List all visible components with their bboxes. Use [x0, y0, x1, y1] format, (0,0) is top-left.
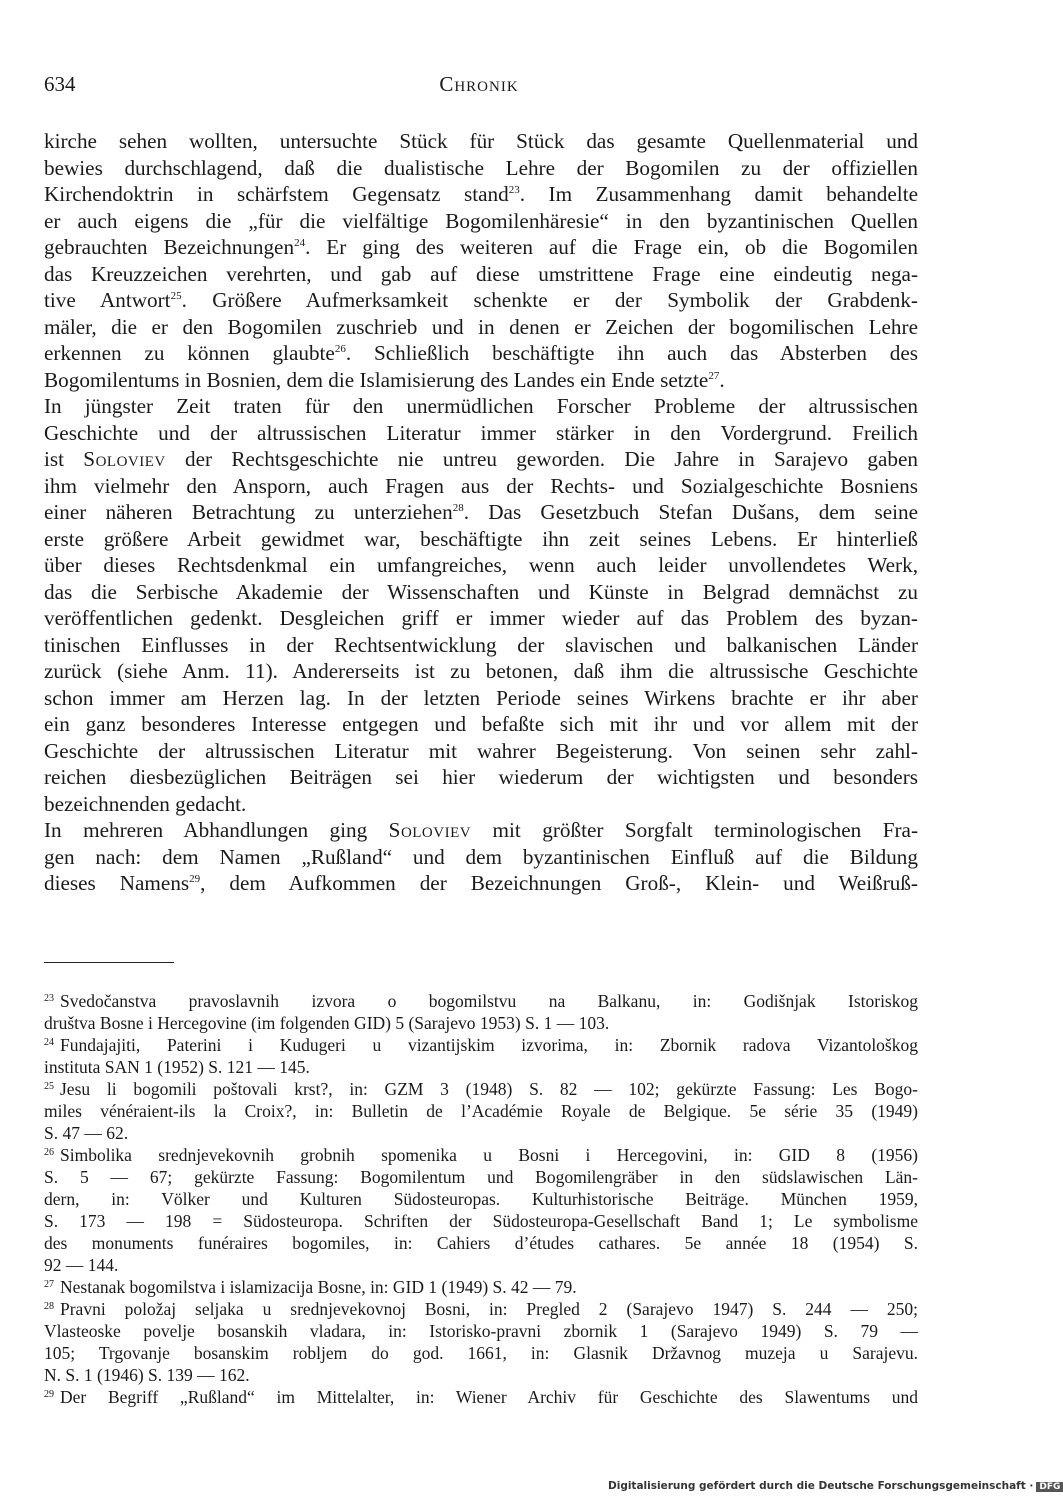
text-span: ein ganz besonderes Interesse entgegen und befaßte sich mit ihr und vor allem mit der	[44, 712, 918, 736]
text-line	[44, 658, 918, 685]
footnote-ref: 25	[170, 290, 182, 302]
footnote-number: 25	[44, 1081, 54, 1092]
text-line	[44, 738, 918, 765]
footnote-text: dern, in: Völker und Kulturen Südosteuropas. Kulturhistorische Beiträge. München 1959,	[44, 1189, 918, 1209]
footnote-number: 28	[44, 1301, 54, 1312]
text-line	[44, 155, 918, 182]
text-line	[44, 473, 918, 500]
text-line	[44, 393, 918, 420]
text-span: erste größere Arbeit gewidmet war, beschäftigte ihn zeit seines Lebens. Er hinterließ	[44, 526, 918, 551]
footnote-text: Jesu li bogomili poštovali krst?, in: GZM 3 (1948) S. 82 — 102; gekürzte Fassung: Les Bogo-	[60, 1079, 918, 1099]
text-span: einer näheren Betrachtung zu unterziehen	[44, 500, 453, 524]
footnote-text: S. 173 — 198 = Südosteuropa. Schriften der Südosteuropa-Gesellschaft Band 1; Le symbolisme	[44, 1211, 918, 1231]
text-line	[44, 340, 918, 367]
footnote-text: društva Bosne i Hercegovine (im folgenden GID) 5 (Sarajevo 1953) S. 1 — 103.	[44, 1013, 610, 1033]
footnote-text: Vlasteoske povelje bosanskih vladara, in: Istorisko-pravni zbornik 1 (Sarajevo 1949) S. 79 —	[44, 1321, 918, 1341]
text-span: bezeichnenden gedacht.	[44, 791, 247, 816]
footnote-line	[44, 1100, 918, 1122]
footnote-text: des monuments funéraires bogomiles, in: Cahiers d’études cathares. 5e année 18 (1954) S.	[44, 1233, 918, 1253]
text-line	[44, 526, 918, 553]
footnote-ref: 23	[508, 184, 520, 196]
text-line	[44, 579, 918, 606]
text-span: das Kreuzzeichen verehrten, und gab auf diese umstrittene Frage eine eindeutig nega-	[44, 261, 918, 286]
text-span: der Rechtsgeschichte nie untreu geworden. Die Jahre in Sarajevo gaben	[165, 447, 918, 471]
text-line	[44, 552, 918, 579]
footnote-line	[44, 1188, 918, 1210]
footnote-line	[44, 1232, 918, 1254]
footnote-line	[44, 1166, 918, 1188]
text-span: gen nach: dem Namen „Rußland“ und dem byzantinischen Einfluß auf die Bildung	[44, 844, 918, 869]
text-span: tive Antwort	[44, 288, 171, 312]
text-span: zurück (siehe Anm. 11). Andererseits ist zu betonen, daß ihm die altrussische Geschichte	[44, 659, 918, 683]
text-line	[44, 711, 918, 738]
footnote-number: 26	[44, 1147, 54, 1158]
footnote-text: 92 — 144.	[44, 1255, 119, 1275]
footnote-ref: 29	[189, 873, 201, 885]
dfg-logo: DFG	[1036, 1482, 1063, 1492]
footnote-text: Der Begriff „Rußland“ im Mittelalter, in: Wiener Archiv für Geschichte des Slawentums und	[60, 1387, 918, 1407]
footnote-text: Pravni položaj seljaka u srednjevekovnoj Bosni, in: Pregled 2 (Sarajevo 1947) S. 244 — 250;	[60, 1299, 918, 1319]
text-span: In mehreren Abhandlungen ging	[44, 818, 389, 842]
text-span: . Im Zusammenhang damit behandelte	[519, 182, 918, 206]
text-span: tinischen Einflusses in der Rechtsentwicklung der slavischen und balkanischen Länder	[44, 632, 918, 657]
footnote-ref: 26	[334, 343, 346, 355]
text-line	[44, 234, 918, 261]
text-line	[44, 446, 918, 473]
footnote-line	[44, 1320, 918, 1342]
text-line	[44, 181, 918, 208]
footnote-text: N. S. 1 (1946) S. 139 — 162.	[44, 1365, 250, 1385]
text-line	[44, 844, 918, 871]
footnote-line	[44, 1056, 918, 1078]
text-span: er auch eigens die „für die vielfältige Bogomilenhäresie“ in den byzantinischen Quellen	[44, 208, 918, 233]
text-line	[44, 287, 918, 314]
footnote-text: Simbolika srednjevekovnih grobnih spomenika u Bosni i Hercegovini, in: GID 8 (1956)	[60, 1145, 918, 1165]
credit-text: Digitalisierung gefördert durch die Deutsche Forschungsgemeinschaft ·	[608, 1480, 1034, 1492]
footnote-text: miles vénéraient-ils la Croix?, in: Bulletin de l’Académie Royale de Belgique. 5e série 35 (1949)	[44, 1101, 918, 1121]
footnote-line	[44, 1210, 918, 1232]
text-span: mäler, die er den Bogomilen zuschrieb und in denen er Zeichen der bogomilischen Lehre	[44, 314, 918, 339]
text-span: über dieses Rechtsdenkmal ein umfangreiches, wenn auch leider unvollendetes Werk,	[44, 553, 918, 577]
page-header	[44, 72, 914, 102]
text-span: Geschichte der altrussischen Literatur mit wahrer Begeisterung. Von seinen sehr zahl-	[44, 738, 918, 763]
footnote-number: 23	[44, 993, 54, 1004]
text-span: Kirchendoktrin in schärfstem Gegensatz stand	[44, 182, 509, 206]
text-span: In jüngster Zeit traten für den unermüdlichen Forscher Probleme der altrussischen	[44, 394, 918, 418]
text-span: bewies durchschlagend, daß die dualistische Lehre der Bogomilen zu der offiziellen	[44, 155, 918, 180]
text-span: . Schließlich beschäftigte ihn auch das Absterben des	[345, 341, 918, 365]
footnote-divider	[44, 962, 174, 963]
footnote-number: 24	[44, 1037, 54, 1048]
footnote-line	[44, 1012, 918, 1034]
text-line	[44, 870, 918, 897]
text-line	[44, 791, 918, 818]
footnote-line	[44, 1298, 918, 1320]
body-text	[44, 128, 918, 897]
text-line	[44, 128, 918, 155]
footnote-number: 27	[44, 1279, 54, 1290]
digitization-credit	[608, 1480, 1063, 1492]
footnote-line	[44, 990, 918, 1012]
text-line	[44, 367, 918, 394]
text-line	[44, 420, 918, 447]
footnote-line	[44, 1078, 918, 1100]
text-line	[44, 605, 918, 632]
text-line	[44, 764, 918, 791]
author-name: Soloviev	[388, 818, 472, 842]
footnote-number: 29	[44, 1389, 54, 1400]
author-name: Soloviev	[83, 447, 166, 471]
footnote-line	[44, 1364, 918, 1386]
text-span: gebrauchten Bezeichnungen	[44, 235, 295, 259]
footnote-text: 105; Trgovanje bosanskim robljem do god. 1661, in: Glasnik Državnog muzeja u Sarajevu.	[44, 1343, 918, 1363]
footnote-line	[44, 1342, 918, 1364]
text-span: erkennen zu können glaubte	[44, 341, 335, 365]
text-span: dieses Namens	[44, 871, 190, 895]
footnote-text: S. 47 — 62.	[44, 1123, 129, 1143]
footnote-ref: 24	[294, 237, 306, 249]
text-span: reichen diesbezüglichen Beiträgen sei hier wiederum der wichtigsten und besonders	[44, 765, 918, 789]
footnote-line	[44, 1034, 918, 1056]
text-span: das die Serbische Akademie der Wissenschaften und Künste in Belgrad demnächst zu	[44, 579, 918, 604]
footnote-line	[44, 1386, 918, 1408]
running-title: Chronik	[439, 72, 519, 96]
footnote-ref: 27	[708, 369, 720, 382]
footnote-line	[44, 1254, 918, 1276]
footnote-text: Nestanak bogomilstva i islamizacija Bosne, in: GID 1 (1949) S. 42 — 79.	[60, 1277, 577, 1297]
text-span: . Er ging des weiteren auf die Frage ein, ob die Bogomilen	[305, 235, 918, 259]
text-span: . Das Gesetzbuch Stefan Dušans, dem seine	[463, 500, 918, 524]
text-span: schon immer am Herzen lag. In der letzten Periode seines Wirkens brachte er ihr aber	[44, 685, 918, 710]
text-span: Bogomilentums in Bosnien, dem die Islamisierung des Landes ein Ende setzte	[44, 367, 709, 392]
text-line	[44, 314, 918, 341]
footnote-line	[44, 1144, 918, 1166]
text-span: mit größter Sorgfalt terminologischen Fra-	[471, 818, 919, 842]
footnotes	[44, 990, 918, 1408]
footnote-text: instituta SAN 1 (1952) S. 121 — 145.	[44, 1057, 310, 1077]
footnote-text: Fundajajiti, Paterini i Kudugeri u vizantijskim izvorima, in: Zbornik radova Vizantološkog	[60, 1035, 918, 1055]
text-line	[44, 817, 918, 844]
text-line	[44, 261, 918, 288]
text-line	[44, 208, 918, 235]
text-line	[44, 499, 918, 526]
text-span: kirche sehen wollten, untersuchte Stück für Stück das gesamte Quellenmaterial und	[44, 129, 918, 153]
text-span: , dem Aufkommen der Bezeichnungen Groß-, Klein- und Weißruß-	[200, 871, 918, 895]
text-span: ist	[44, 447, 84, 471]
footnote-ref: 28	[452, 502, 464, 514]
footnote-line	[44, 1122, 918, 1144]
page-number: 634	[44, 72, 76, 96]
text-span: .	[719, 367, 725, 392]
text-span: Geschichte und der altrussischen Literatur immer stärker in den Vordergrund. Freilich	[44, 420, 918, 445]
footnote-text: S. 5 — 67; gekürzte Fassung: Bogomilentum und Bogomilengräber in den südslawischen Län-	[44, 1167, 918, 1187]
text-line	[44, 685, 918, 712]
text-line	[44, 632, 918, 659]
text-span: ihm vielmehr den Ansporn, auch Fragen aus der Rechts- und Sozialgeschichte Bosniens	[44, 473, 918, 498]
text-span: veröffentlichen gedenkt. Desgleichen griff er immer wieder auf das Problem des byzan-	[44, 606, 918, 630]
footnote-line	[44, 1276, 918, 1298]
text-span: . Größere Aufmerksamkeit schenkte er der Symbolik der Grabdenk-	[181, 288, 918, 312]
footnote-text: Svedočanstva pravoslavnih izvora o bogomilstvu na Balkanu, in: Godišnjak Istoriskog	[60, 991, 918, 1011]
